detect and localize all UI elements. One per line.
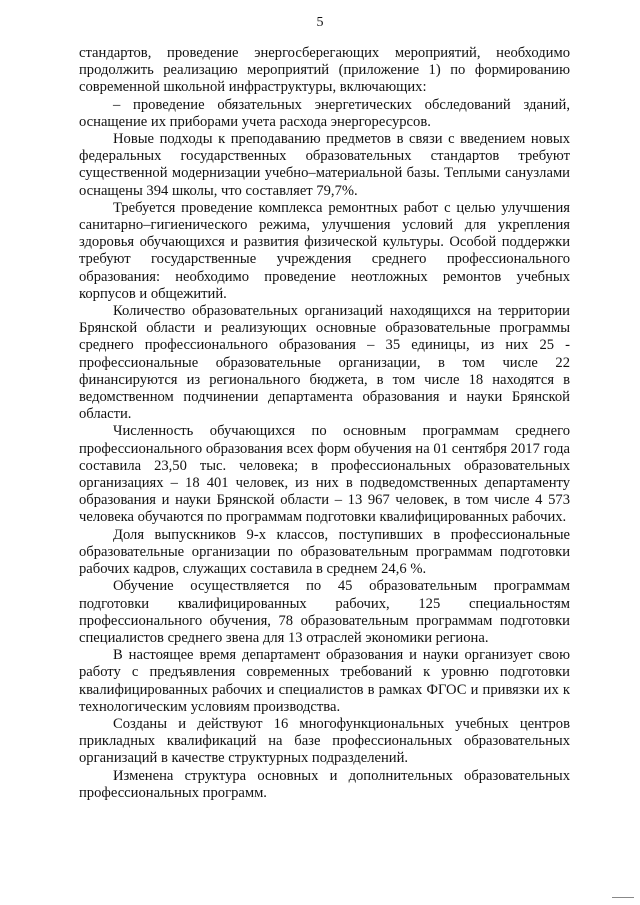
paragraph-repair-works: Требуется проведение комплекса ремонтных работ с целью улучшения санитарно–гигиенического режима, улучшения условий для укрепления здоровья обучающихся и развития физической культуры. Особой поддержки требуют государственные учреждения среднего профессионального образования: необходимо проведение неотложных ремонтов учебных корпусов и общежитий. [79, 199, 570, 302]
paragraph-new-approaches: Новые подходы к преподаванию предметов в связи с введением новых федеральных государственных образовательных стандартов требуют существенной модернизации учебно–материальной базы. Теплыми санузлами оснащены 394 школы, что составляет 79,7%. [79, 131, 570, 199]
paragraph-students-count: Численность обучающихся по основным программам среднего профессионального образования всех форм обучения на 01 сентября 2017 года составила 23,50 тыс. человека; в профессиональных образовательных организациях – 18 401 человек, из них в подведомственных департаменту образования и науки Брянской области – 13 967 человек, в том числе 4 573 человека обучаются по программам подготовки квалифицированных рабочих. [79, 423, 570, 526]
paragraph-training-programs: Обучение осуществляется по 45 образовательным программам подготовки квалифицированных рабочих, 125 специальностям профессионального обучения, 78 образовательным программам подготовки специалистов среднего звена для 13 отраслей экономики региона. [79, 578, 570, 646]
paragraph-program-structure: Изменена структура основных и дополнительных образовательных профессиональных программ. [79, 767, 570, 801]
paragraph-training-centers: Созданы и действуют 16 многофункциональных учебных центров прикладных квалификаций на базе профессиональных образовательных организаций в качестве структурных подразделений. [79, 715, 570, 767]
document-body [79, 45, 570, 802]
scan-edge-mark [612, 897, 634, 903]
page-number: 5 [316, 15, 324, 30]
paragraph-standards-continuation: стандартов, проведение энергосберегающих мероприятий, необходимо продолжить реализацию мероприятий (приложение 1) по формированию современной школьной инфраструктуры, включающих: [79, 45, 570, 96]
paragraph-energy-audit-item: – проведение обязательных энергетических обследований зданий, оснащение их приборами учета расхода энергоресурсов. [79, 96, 570, 130]
paragraph-organizations-count: Количество образовательных организаций находящихся на территории Брянской области и реализующих основные образовательные программы среднего профессионального образования – 35 единицы, из них 25 - профессиональные образовательные организации, в том числе 22 финансируются из регионального бюджета, в том числе 18 находятся в ведомственном подчинении департамента образования и науки Брянской области. [79, 303, 570, 423]
paragraph-graduates-share: Доля выпускников 9-х классов, поступивших в профессиональные образовательные организации по образовательным программам подготовки рабочих кадров, служащих составила в среднем 24,6 %. [79, 526, 570, 578]
paragraph-department-work: В настоящее время департамент образования и науки организует свою работу с предъявления современных требований к уровню подготовки квалифицированных рабочих и специалистов в рамках ФГОС и привязки их к технологическим условиям производства. [79, 647, 570, 715]
